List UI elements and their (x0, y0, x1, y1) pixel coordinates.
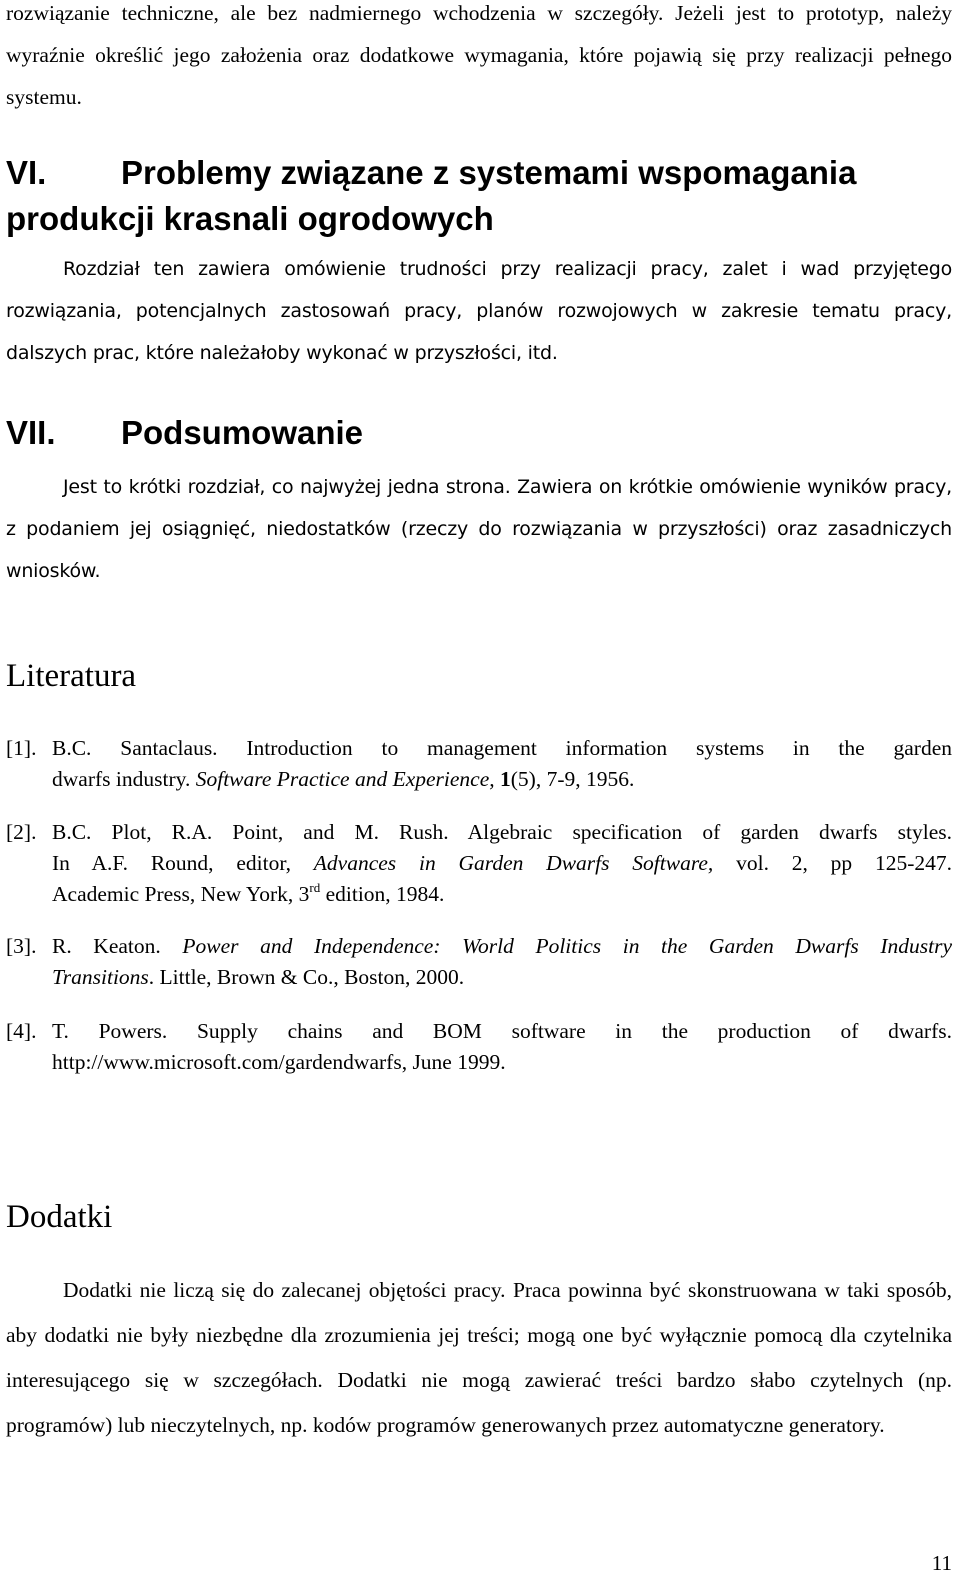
reference-journal: Software Practice and Experience, (195, 767, 495, 791)
reference-label: [4]. (6, 1019, 37, 1043)
section-6-heading (6, 150, 952, 242)
reference-book-title: Power and Independence: World Politics in the Garden Dwarfs Industry (182, 934, 952, 958)
intro-paragraph: rozwiązanie techniczne, ale bez nadmiernego wchodzenia w szczegóły. Jeżeli jest to prototyp, należy wyraźnie określić jego założenia oraz dodatkowe wymagania, które pojawią się przy realizacji pełnego systemu. (6, 1, 952, 109)
reference-item-4 (6, 1016, 952, 1078)
section-7-heading (6, 410, 952, 456)
literatura-heading: Literatura (6, 658, 137, 694)
reference-text: B.C. Plot, R.A. Point, and M. Rush. Algebraic specification of garden dwarfs styles. (52, 820, 952, 844)
reference-item-2 (6, 817, 952, 910)
page-number: 11 (931, 1551, 952, 1575)
reference-text: T. Powers. Supply chains and BOM software in the production of dwarfs. (52, 1019, 952, 1043)
reference-label: [1]. (6, 736, 37, 760)
dodatki-body: Dodatki nie liczą się do zalecanej objętości pracy. Praca powinna być skonstruowana w taki sposób, aby dodatki nie były niezbędne dla zrozumienia jej treści; mogą one być wyłącznie pomocą dla czytelnika interesującego się w szczegółach. Dodatki nie mogą zawierać treści bardzo słabo czytelnych (np. programów) lub nieczytelnych, np. kodów programów generowanych przez automatyczne generatory. (6, 1278, 952, 1437)
reference-book-title: Advances in Garden Dwarfs Software, (313, 851, 714, 875)
reference-book-title: Transitions (52, 965, 149, 989)
dodatki-heading: Dodatki (6, 1199, 113, 1235)
reference-text: vol. 2, pp 125-247. (713, 851, 952, 875)
reference-item-3 (6, 931, 952, 993)
reference-text: R. Keaton. (52, 934, 183, 958)
reference-url: http://www.microsoft.com/gardendwarfs, June 1999. (52, 1050, 506, 1074)
section-6-body: Rozdział ten zawiera omówienie trudności przy realizacji pracy, zalet i wad przyjętego rozwiązania, potencjalnych zastosowań pracy, planów rozwojowych w zakresie tematu pracy, dalszych prac, które należałoby wykonać w przyszłości, itd. (6, 258, 952, 364)
reference-text: Academic Press, New York, 3 (52, 882, 310, 906)
reference-text: In A.F. Round, editor, (52, 851, 314, 875)
reference-text: . Little, Brown & Co., Boston, 2000. (148, 965, 465, 989)
reference-text: B.C. Santaclaus. Introduction to management information systems in the garden (52, 736, 952, 760)
reference-label: [2]. (6, 820, 37, 844)
reference-item-1 (6, 733, 952, 795)
section-7-body: Jest to krótki rozdział, co najwyżej jedna strona. Zawiera on krótkie omówienie wyników pracy, z podaniem jej osiągnięć, niedostatków (rzeczy do rozwiązania w przyszłości) oraz zasadniczych wniosków. (6, 476, 952, 582)
reference-volume: 1 (500, 767, 511, 791)
reference-text: edition, 1984. (320, 882, 445, 906)
reference-text: (5), 7-9, 1956. (510, 767, 635, 791)
reference-label: [3]. (6, 934, 37, 958)
section-6-number: VI. (6, 154, 47, 191)
reference-text: dwarfs industry. (52, 767, 196, 791)
section-6-title: Problemy związane z systemami wspomagania produkcji krasnali ogrodowych (6, 154, 857, 237)
reference-superscript: rd (309, 880, 321, 895)
section-7-number: VII. (6, 414, 56, 451)
section-7-title: Podsumowanie (121, 414, 364, 451)
